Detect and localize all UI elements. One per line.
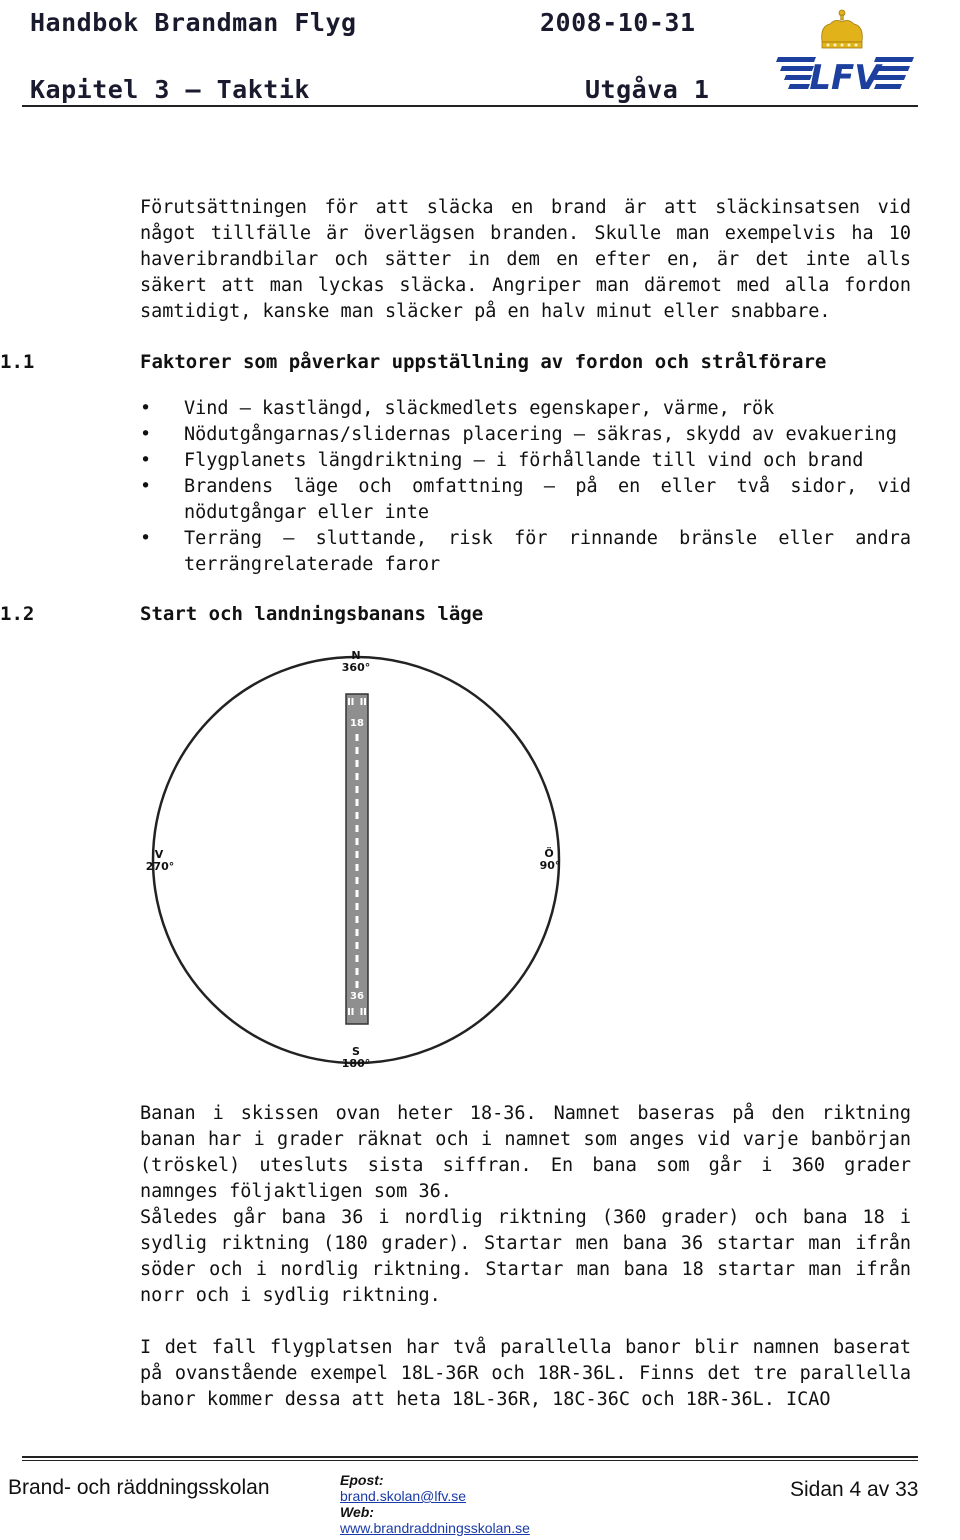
- document-date: 2008-10-31: [540, 8, 696, 37]
- bullet-icon: •: [140, 528, 152, 549]
- centerline-dash: [356, 864, 359, 871]
- footer-contact: [340, 1472, 530, 1536]
- centerline-dash: [356, 903, 359, 910]
- list-item: [140, 474, 911, 526]
- email-link[interactable]: brand.skolan@lfv.se: [340, 1488, 467, 1504]
- page-number: Sidan 4 av 33: [790, 1478, 919, 1501]
- email-label: Epost:: [340, 1472, 384, 1488]
- centerline-dash: [356, 812, 359, 819]
- centerline-dash: [356, 734, 359, 741]
- document-title: Handbok Brandman Flyg: [30, 8, 357, 37]
- centerline-dash: [356, 955, 359, 962]
- section-number: 1.2: [0, 603, 35, 625]
- west-degrees: 270°: [145, 860, 175, 873]
- bullet-icon: •: [140, 398, 152, 419]
- list-item: [140, 422, 911, 448]
- runway-compass-diagram: [130, 640, 590, 1080]
- centerline-dash: [356, 838, 359, 845]
- bullet-icon: •: [140, 424, 152, 445]
- section-heading: Faktorer som påverkar uppställning av fordon och strålförare: [140, 351, 827, 373]
- logo-text: LFV: [809, 58, 881, 98]
- section-heading: Start och landningsbanans läge: [140, 603, 484, 625]
- list-item-text: Brandens läge och omfattning — på en eller två sidor, vid nödutgångar eller inte: [184, 476, 911, 523]
- centerline-dash: [356, 851, 359, 858]
- paragraph: Således går bana 36 i nordlig riktning (360 grader) och bana 18 i sydlig riktning (180 grader). Startar men bana 36 startar man ifrån söder och i nordlig riktning. Startar man bana 18 startar man ifrån norr och i sydlig riktning.: [140, 1207, 911, 1306]
- chapter-title: Kapitel 3 — Taktik: [30, 75, 310, 104]
- bullet-icon: •: [140, 476, 152, 497]
- list-item: [140, 448, 911, 474]
- footer-rule: [22, 1456, 918, 1458]
- east-degrees: 90°: [539, 859, 561, 872]
- school-name: Brand- och räddningsskolan: [8, 1476, 270, 1499]
- centerline-dash: [356, 877, 359, 884]
- lfv-crown-logo-icon: [772, 4, 920, 104]
- footer-rule-thin: [22, 1460, 918, 1461]
- east-letter: Ö: [544, 847, 554, 860]
- centerline-dash: [356, 942, 359, 949]
- west-letter: V: [154, 848, 164, 861]
- paragraph: I det fall flygplatsen har två parallella banor blir namnen baserat på ovanstående exempel 18L-36R och 18R-36L. Finns det tre parallella banor kommer dessa att heta 18L-36R, 18C-36C och 18R-36L. ICAO: [140, 1337, 911, 1410]
- bullet-icon: •: [140, 450, 152, 471]
- centerline-dash: [356, 981, 359, 988]
- centerline-dash: [356, 786, 359, 793]
- header-rule: [22, 105, 918, 107]
- centerline-dash: [356, 916, 359, 923]
- north-degrees: 360°: [341, 661, 371, 674]
- centerline-dash: [356, 825, 359, 832]
- section-number: 1.1: [0, 351, 35, 373]
- list-item-text: Flygplanets längdriktning — i förhållande till vind och brand: [184, 450, 864, 471]
- list-item: [140, 526, 911, 578]
- south-degrees: 180°: [341, 1057, 371, 1070]
- centerline-dash: [356, 760, 359, 767]
- centerline-dash: [356, 929, 359, 936]
- runway-number-top: 18: [350, 718, 364, 729]
- list-item-text: Nödutgångarnas/slidernas placering — säkras, skydd av evakuering: [184, 424, 897, 445]
- runway-number-bottom: 36: [350, 991, 364, 1002]
- factor-list: [140, 396, 911, 578]
- web-link[interactable]: www.brandraddningsskolan.se: [340, 1520, 530, 1536]
- centerline-dash: [356, 890, 359, 897]
- web-label: Web:: [340, 1504, 374, 1520]
- list-item-text: Vind — kastlängd, släckmedlets egenskaper, värme, rök: [184, 398, 775, 419]
- centerline-dash: [356, 799, 359, 806]
- intro-paragraph: Förutsättningen för att släcka en brand är att släckinsatsen vid något tillfälle är överlägsen branden. Skulle man exempelvis ha 10 haveribrandbilar och sätter in dem en efter en, är det inte alls säkert att man lyckas släcka. Angriper man däremot med alla fordon samtidigt, kanske man släcker på en halv minut eller snabbare.: [140, 197, 911, 322]
- centerline-dash: [356, 968, 359, 975]
- centerline-dash: [356, 747, 359, 754]
- list-item: [140, 396, 911, 422]
- edition-label: Utgåva 1: [585, 75, 710, 104]
- list-item-text: Terräng — sluttande, risk för rinnande bränsle eller andra terrängrelaterade faror: [184, 528, 911, 575]
- south-letter: S: [352, 1045, 360, 1058]
- north-letter: N: [351, 649, 361, 662]
- centerline-dash: [356, 773, 359, 780]
- lfv-logo: [772, 4, 920, 104]
- paragraph: Banan i skissen ovan heter 18-36. Namnet baseras på den riktning banan har i grader räknat och i namnet som anges vid varje banbörjan (tröskel) utesluts sista siffran. En bana som går i 360 grader namnges följaktligen som 36.: [140, 1103, 911, 1202]
- runway-explanation: [140, 1101, 911, 1413]
